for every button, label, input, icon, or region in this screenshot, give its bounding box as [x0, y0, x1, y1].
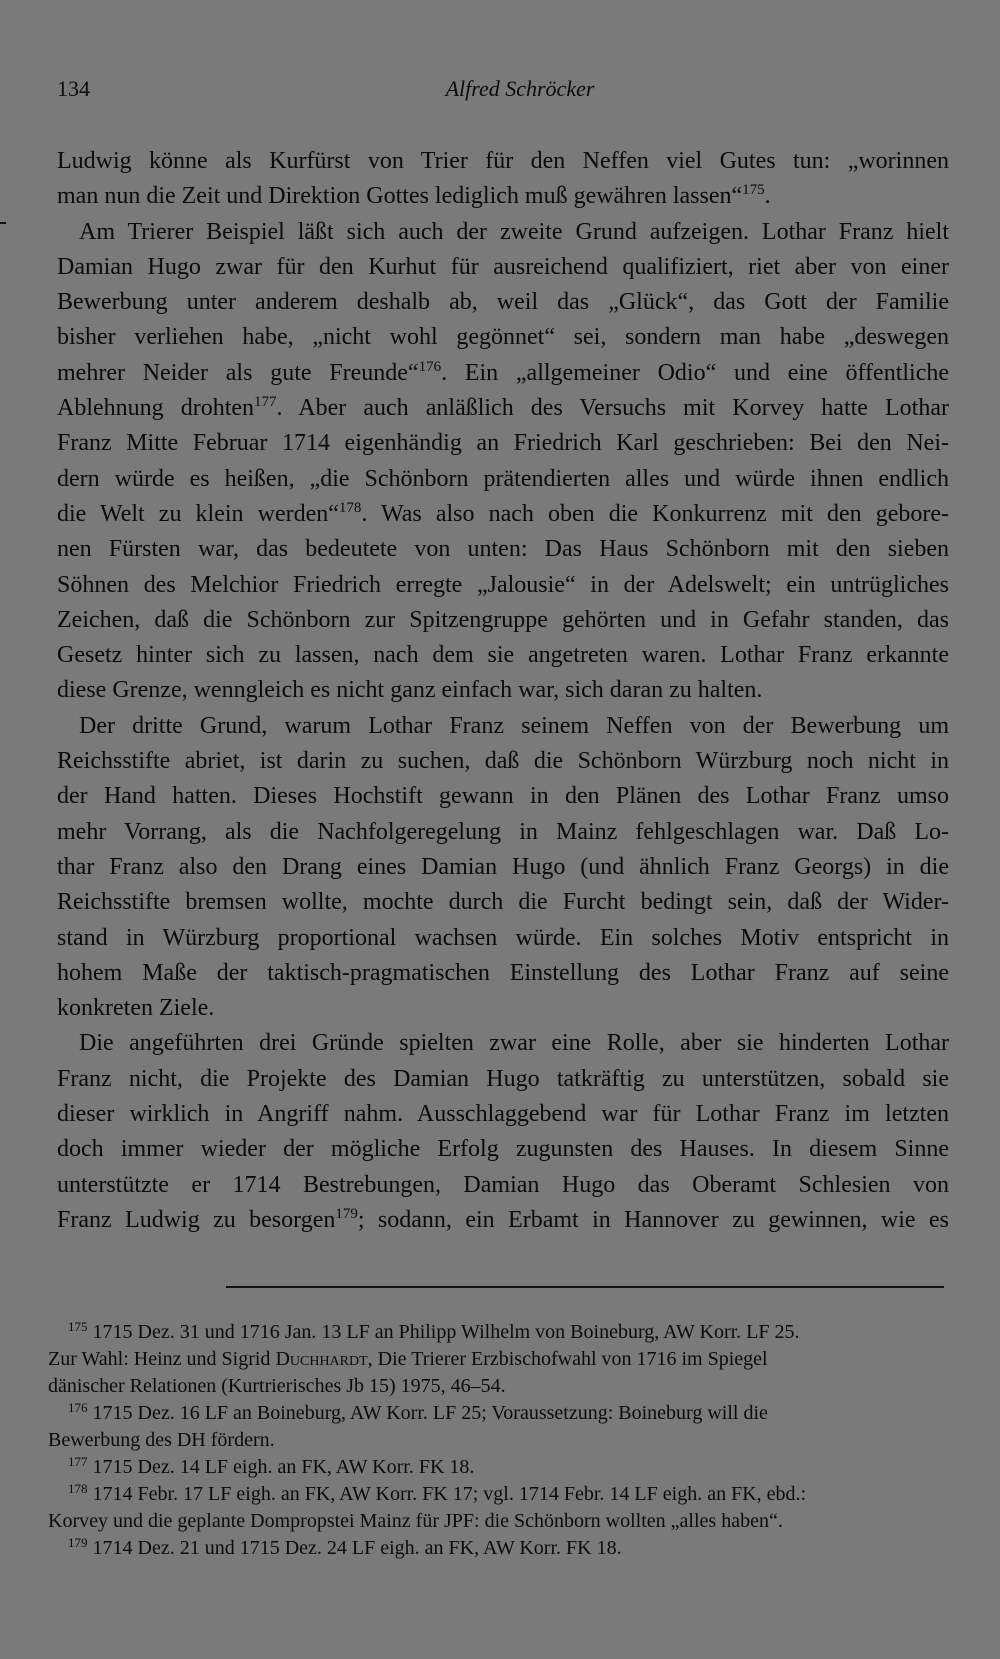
text-line: Ludwig könne als Kurfürst von Trier für den Neffen viel Gutes tun: „worinnen [57, 148, 949, 174]
text-line: hohem Maße der taktisch-pragmatischen Einstellung des Lothar Franz auf seine [57, 959, 949, 986]
text-line: nen Fürsten war, das bedeutete von unten: Das Haus Schönborn mit den sieben [57, 536, 949, 563]
footnote-178: $^{178}$ 1714 Febr. 17 LF eigh. an FK, AW Korr. FK 17; vgl. 1714 Febr. 14 LF eigh. an FK, ebd.: [68, 1481, 807, 1505]
text-line: der Hand hatten. Dieses Hochstift gewann in den Plänen des Lothar Franz umso [57, 783, 949, 810]
page-number: 134 [57, 76, 90, 101]
footnote-number: 175 [68, 1319, 88, 1334]
running-head: Alfred Schröcker [445, 76, 595, 101]
text-line: Ablehnung drohten$^{177}$. Aber auch anläßlich des Versuchs mit Korvey hatte Lothar [57, 394, 949, 422]
text-line: dern würde es heißen, „die Schönborn prätendierten alles und würde ihnen endlich [57, 465, 949, 492]
text-line: bisher verliehen habe, „nicht wohl gegönnet“ sei, sondern man habe „deswegen [57, 324, 949, 351]
text-line: Am Trierer Beispiel läßt sich auch der zweite Grund aufzeigen. Lothar Franz hielt [79, 218, 949, 245]
footnote-number: 178 [68, 1481, 88, 1496]
text-line: Bewerbung unter anderem deshalb ab, weil das „Glück“, das Gott der Familie [57, 289, 949, 316]
text-line: Gesetz hinter sich zu lassen, nach dem sie angetreten waren. Lothar Franz erkannte [57, 642, 949, 669]
footnote-ref[interactable]: 179 [335, 1205, 358, 1222]
text-line: Die angeführten drei Gründe spielten zwar eine Rolle, aber sie hinderten Lothar [79, 1030, 949, 1057]
text-line: Zeichen, daß die Schönborn zur Spitzengruppe gehörten und in Gefahr standen, das [57, 606, 949, 633]
text-line: Der dritte Grund, warum Lothar Franz seinem Neffen von der Bewerbung um [79, 712, 949, 739]
footnote-179: $^{179}$ 1714 Dez. 21 und 1715 Dez. 24 LF eigh. an FK, AW Korr. FK 18. [68, 1535, 622, 1559]
footnote-ref[interactable]: 178 [338, 499, 362, 516]
footnote-number: 179 [68, 1535, 88, 1550]
text-line: mehr Vorrang, als die Nachfolgeregelung in Mainz fehlgeschlagen war. Daß Lo- [57, 818, 949, 845]
footnote-line: Korvey und die geplante Dompropstei Mainz für JPF: die Schönborn wollten „alles haben“. [48, 1510, 783, 1532]
text-line: unterstützte er 1714 Bestrebungen, Damian Hugo das Oberamt Schlesien von [57, 1171, 949, 1198]
footnote-ref[interactable]: 176 [418, 358, 442, 375]
footnote-line: Zur Wahl: Heinz und Sigrid Duchhardt, Die Trierer Erzbischofwahl von 1716 im Spiegel [48, 1348, 768, 1370]
text-line: konkreten Ziele. [57, 995, 215, 1022]
footnote-176: $^{176}$ 1715 Dez. 16 LF an Boineburg, AW Korr. LF 25; Voraussetzung: Boineburg will die [68, 1400, 768, 1424]
text-line: Franz Mitte Februar 1714 eigenhändig an Friedrich Karl geschrieben: Bei den Nei- [57, 430, 949, 457]
footnote-ref[interactable]: 177 [254, 394, 277, 411]
text-line: Franz nicht, die Projekte des Damian Hugo tatkräftig zu unterstützen, sobald sie [57, 1065, 949, 1092]
text-line: Reichsstifte abriet, ist darin zu suchen, daß die Schönborn Würzburg noch nicht in [57, 748, 949, 775]
footnote-ref[interactable]: 175 [742, 182, 765, 199]
margin-mark [0, 222, 6, 224]
text-line: Franz Ludwig zu besorgen$^{179}$; sodann, ein Erbamt in Hannover zu gewinnen, wie es [57, 1205, 949, 1233]
footnote-number: 176 [68, 1400, 88, 1415]
text-line: stand in Würzburg proportional wachsen würde. Ein solches Motiv entspricht in [57, 924, 949, 951]
footnote-175: $^{175}$ 1715 Dez. 31 und 1716 Jan. 13 LF an Philipp Wilhelm von Boineburg, AW Korr. LF 25. [68, 1319, 800, 1343]
text-line: diese Grenze, wenngleich es nicht ganz einfach war, sich daran zu halten. [57, 677, 763, 704]
footnote-177: $^{177}$ 1715 Dez. 14 LF eigh. an FK, AW Korr. FK 18. [68, 1454, 475, 1478]
text-line: mehrer Neider als gute Freunde“$^{176}$. Ein „allgemeiner Odio“ und eine öffentliche [57, 358, 949, 386]
text-line: Damian Hugo zwar für den Kurhut für ausreichend qualifiziert, riet aber von einer [57, 253, 949, 280]
body-text [57, 144, 949, 1238]
text-line: Söhnen des Melchior Friedrich erregte „Jalousie“ in der Adelswelt; ein untrügliches [57, 571, 949, 598]
text-line: die Welt zu klein werden“$^{178}$. Was also nach oben die Konkurrenz mit den gebore- [57, 499, 949, 527]
text-line: Reichsstifte bremsen wollte, mochte durch die Furcht bedingt sein, daß der Wider- [57, 889, 949, 916]
footnotes [48, 1319, 944, 1562]
footnote-divider [226, 1286, 944, 1288]
text-line: thar Franz also den Drang eines Damian Hugo (und ähnlich Franz Georgs) in die [57, 853, 949, 880]
text-line: doch immer wieder der mögliche Erfolg zugunsten des Hauses. In diesem Sinne [57, 1136, 949, 1163]
footnote-line: dänischer Relationen (Kurtrierisches Jb 15) 1975, 46–54. [48, 1375, 506, 1397]
footnote-line: Bewerbung des DH fördern. [48, 1429, 275, 1451]
text-line: man nun die Zeit und Direktion Gottes lediglich muß gewähren lassen“$^{175}$. [57, 182, 771, 210]
text-line: dieser wirklich in Angriff nahm. Ausschlaggebend war für Lothar Franz im letzten [57, 1101, 949, 1128]
footnote-number: 177 [68, 1454, 88, 1469]
